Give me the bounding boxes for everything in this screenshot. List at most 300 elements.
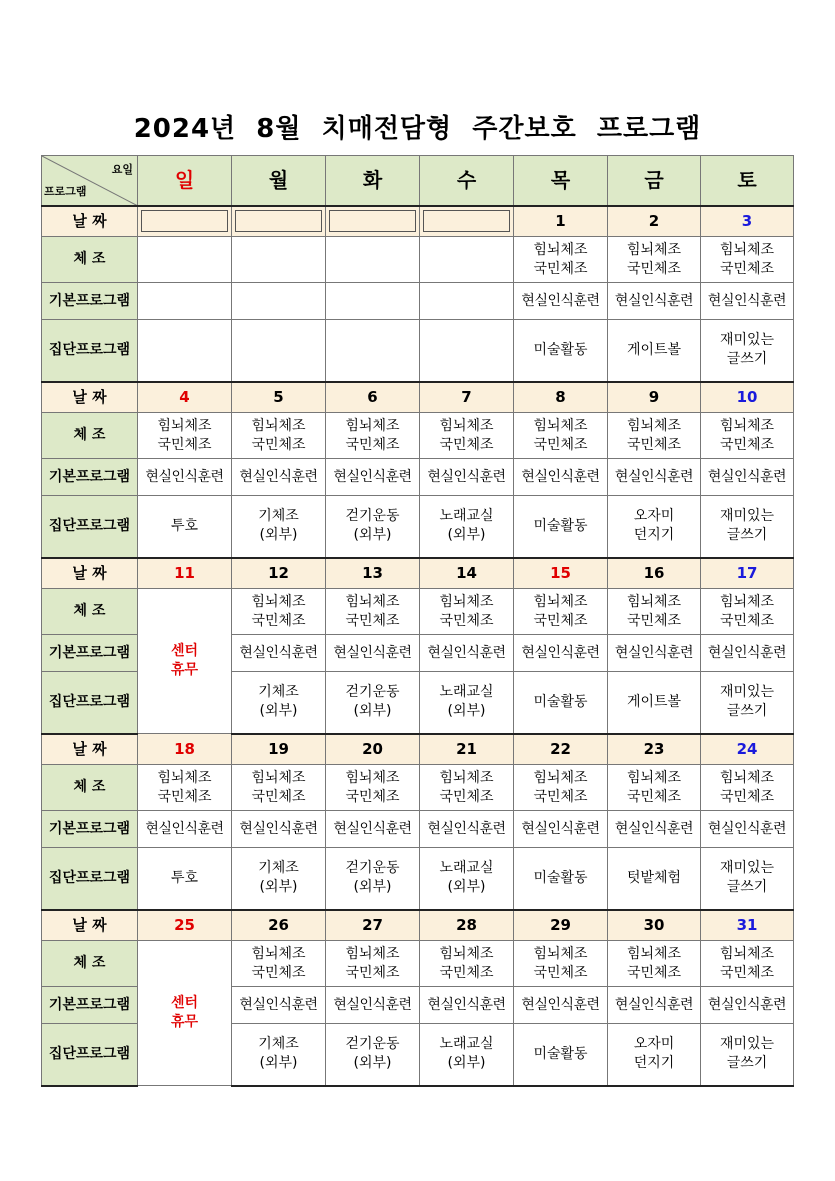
date-number: 21: [456, 740, 477, 759]
date-cell: [608, 734, 701, 765]
date-number: 3: [741, 212, 753, 231]
group-program-row: [42, 496, 794, 558]
group-program-cell: [420, 496, 514, 558]
cell-line: 기체조: [258, 684, 299, 701]
cell-line: 힘뇌체조: [251, 593, 306, 610]
weekday-header-row: [42, 156, 794, 206]
cell-line: 재미있는: [719, 332, 775, 349]
exercise-cell: [138, 237, 232, 283]
exercise-cell: [420, 237, 514, 283]
basic-program-cell: 현실인식훈련: [608, 459, 701, 496]
date-cell: [514, 910, 608, 941]
exercise-cell: [701, 589, 794, 635]
cell-line: 힘뇌체조: [626, 593, 682, 610]
center-closed-cell: [138, 589, 232, 734]
date-cell: [608, 910, 701, 941]
cell-line: 걷기운동: [345, 860, 400, 877]
cell-line: 힘뇌체조: [533, 769, 588, 786]
exercise-row: [42, 589, 794, 635]
basic-program-cell: 현실인식훈련: [514, 811, 608, 848]
date-cell: [420, 206, 514, 237]
cell-line: 힘뇌체조: [439, 417, 494, 434]
exercise-cell: [326, 941, 420, 987]
cell-line: 게이트볼: [626, 693, 682, 710]
date-number: 8: [555, 388, 566, 407]
cell-line: 재미있는: [719, 1036, 775, 1053]
date-number: 31: [736, 916, 758, 935]
group-program-cell: [420, 848, 514, 910]
basic-program-row: [42, 811, 794, 848]
corner-program-label: 프로그램: [44, 184, 87, 198]
exercise-cell: [514, 589, 608, 635]
cell-line: (외부): [447, 1055, 486, 1072]
group-program-cell: [138, 848, 232, 910]
date-cell: [232, 206, 326, 237]
row-label-exercise: 체 조: [42, 237, 138, 283]
weekday-thu: 목: [514, 156, 608, 206]
row-label-basic: 기본프로그램: [42, 987, 138, 1024]
schedule-table: [41, 155, 794, 1087]
exercise-cell: [608, 237, 701, 283]
date-number: 27: [362, 916, 383, 935]
row-label-basic: 기본프로그램: [42, 811, 138, 848]
group-program-cell: [232, 848, 326, 910]
exercise-cell: [701, 765, 794, 811]
cell-line: 국민체조: [251, 436, 306, 453]
cell-line: 노래교실: [439, 860, 494, 877]
date-cell: [232, 382, 326, 413]
date-number: 14: [456, 564, 477, 583]
date-cell: [514, 382, 608, 413]
cell-line: 힘뇌체조: [439, 769, 494, 786]
date-cell: [326, 558, 420, 589]
cell-line: (외부): [353, 703, 392, 720]
row-label-group: 집단프로그램: [42, 320, 138, 382]
cell-line: (외부): [447, 879, 486, 896]
basic-program-cell: 현실인식훈련: [514, 459, 608, 496]
basic-program-cell: 현실인식훈련: [232, 635, 326, 672]
cell-line: 국민체조: [533, 260, 588, 277]
cell-line: (외부): [259, 1055, 298, 1072]
page-title: 2024년 8월 치매전담형 주간보호 프로그램: [133, 114, 702, 144]
exercise-cell: [514, 941, 608, 987]
date-cell: [420, 734, 514, 765]
group-program-cell: [514, 848, 608, 910]
basic-program-cell: 현실인식훈련: [420, 987, 514, 1024]
date-number: 7: [461, 388, 472, 407]
cell-line: 기체조: [258, 508, 299, 525]
cell-line: 힘뇌체조: [439, 945, 494, 962]
date-number: 30: [643, 916, 665, 935]
cell-line: 힘뇌체조: [719, 769, 775, 786]
date-number: 22: [550, 740, 571, 759]
date-cell: [701, 734, 794, 765]
basic-program-cell: 현실인식훈련: [232, 459, 326, 496]
group-program-cell: [608, 848, 701, 910]
date-cell: [608, 382, 701, 413]
date-cell: [420, 910, 514, 941]
basic-program-cell: 현실인식훈련: [420, 811, 514, 848]
cell-line: 힘뇌체조: [345, 769, 400, 786]
group-program-cell: [326, 672, 420, 734]
exercise-cell: [326, 237, 420, 283]
group-program-cell: [701, 320, 794, 382]
cell-line: 국민체조: [626, 964, 682, 981]
date-cell: [326, 206, 420, 237]
weekday-mon: 월: [232, 156, 326, 206]
date-number: 25: [174, 916, 195, 935]
cell-line: (외부): [353, 879, 392, 896]
group-program-cell: [326, 496, 420, 558]
date-cell: [701, 382, 794, 413]
cell-line: (외부): [259, 879, 298, 896]
exercise-cell: [701, 237, 794, 283]
date-number: [235, 210, 322, 232]
exercise-cell: [326, 413, 420, 459]
header-corner: [42, 156, 138, 206]
row-label-exercise: 체 조: [42, 941, 138, 987]
date-cell: [608, 206, 701, 237]
cell-line: 국민체조: [719, 788, 775, 805]
closed-text-1: 센터: [170, 643, 199, 659]
cell-line: 국민체조: [533, 788, 588, 805]
basic-program-cell: 현실인식훈련: [701, 811, 794, 848]
cell-line: 국민체조: [626, 436, 682, 453]
group-program-row: [42, 848, 794, 910]
exercise-cell: [608, 413, 701, 459]
cell-line: (외부): [353, 1055, 392, 1072]
weekday-fri: 금: [608, 156, 701, 206]
cell-line: 힘뇌체조: [626, 945, 682, 962]
exercise-cell: [420, 941, 514, 987]
basic-program-cell: 현실인식훈련: [514, 987, 608, 1024]
exercise-cell: [514, 765, 608, 811]
basic-program-cell: 현실인식훈련: [608, 811, 701, 848]
cell-line: 던지기: [633, 1055, 675, 1072]
date-number: 6: [367, 388, 378, 407]
cell-line: 국민체조: [251, 788, 306, 805]
cell-line: (외부): [353, 527, 392, 544]
cell-line: 국민체조: [439, 436, 494, 453]
cell-line: 힘뇌체조: [719, 945, 775, 962]
date-cell: [701, 558, 794, 589]
date-cell: [326, 910, 420, 941]
date-number: 16: [643, 564, 665, 583]
date-number: 17: [736, 564, 758, 583]
cell-line: 국민체조: [533, 436, 588, 453]
weekday-sun: 일: [138, 156, 232, 206]
date-cell: [138, 382, 232, 413]
cell-line: 재미있는: [719, 860, 775, 877]
group-program-row: [42, 320, 794, 382]
basic-program-cell: [420, 283, 514, 320]
group-program-cell: [232, 1024, 326, 1086]
cell-line: 힘뇌체조: [251, 945, 306, 962]
date-number: [141, 210, 228, 232]
basic-program-cell: 현실인식훈련: [514, 635, 608, 672]
date-number: [329, 210, 416, 232]
group-program-cell: [701, 1024, 794, 1086]
cell-line: 국민체조: [345, 612, 400, 629]
date-number: 4: [179, 388, 190, 407]
date-cell: [138, 734, 232, 765]
cell-line: 노래교실: [439, 1036, 494, 1053]
group-program-cell: [514, 1024, 608, 1086]
row-label-basic: 기본프로그램: [42, 283, 138, 320]
date-row: [42, 206, 794, 237]
cell-line: 국민체조: [719, 436, 775, 453]
cell-line: 글쓰기: [726, 879, 768, 896]
cell-line: 오자미: [633, 508, 675, 525]
date-number: [423, 210, 510, 232]
cell-line: 국민체조: [439, 612, 494, 629]
basic-program-cell: [138, 283, 232, 320]
date-cell: [232, 910, 326, 941]
date-cell: [608, 558, 701, 589]
cell-line: 국민체조: [626, 788, 682, 805]
cell-line: 미술활동: [533, 869, 588, 886]
basic-program-row: [42, 459, 794, 496]
group-program-cell: [326, 320, 420, 382]
group-program-cell: [608, 1024, 701, 1086]
group-program-cell: [138, 496, 232, 558]
group-program-cell: [701, 496, 794, 558]
exercise-cell: [608, 765, 701, 811]
cell-line: 텃밭체험: [626, 869, 682, 886]
date-number: 19: [268, 740, 289, 759]
cell-line: 국민체조: [157, 436, 212, 453]
cell-line: 힘뇌체조: [533, 593, 588, 610]
exercise-cell: [514, 237, 608, 283]
closed-text-1: 센터: [170, 995, 199, 1011]
group-program-cell: [326, 848, 420, 910]
cell-line: (외부): [259, 703, 298, 720]
cell-line: 미술활동: [533, 1045, 588, 1062]
date-cell: [514, 734, 608, 765]
cell-line: 힘뇌체조: [533, 241, 588, 258]
cell-line: 게이트볼: [626, 341, 682, 358]
date-cell: [326, 382, 420, 413]
group-program-cell: [701, 672, 794, 734]
date-number: 13: [362, 564, 383, 583]
cell-line: 국민체조: [626, 612, 682, 629]
cell-line: 기체조: [258, 1036, 299, 1053]
cell-line: 노래교실: [439, 684, 494, 701]
row-label-group: 집단프로그램: [42, 672, 138, 734]
cell-line: 걷기운동: [345, 684, 400, 701]
cell-line: 국민체조: [345, 436, 400, 453]
exercise-cell: [326, 589, 420, 635]
cell-line: 힘뇌체조: [719, 417, 775, 434]
cell-line: 미술활동: [533, 341, 588, 358]
date-number: 2: [648, 212, 660, 231]
cell-line: 글쓰기: [726, 1055, 768, 1072]
basic-program-cell: 현실인식훈련: [701, 635, 794, 672]
center-closed-cell: [138, 941, 232, 1086]
cell-line: 재미있는: [719, 508, 775, 525]
basic-program-cell: 현실인식훈련: [701, 283, 794, 320]
date-cell: [701, 206, 794, 237]
date-number: 5: [273, 388, 284, 407]
cell-line: 글쓰기: [726, 351, 768, 368]
cell-line: (외부): [259, 527, 298, 544]
cell-line: 기체조: [258, 860, 299, 877]
basic-program-cell: 현실인식훈련: [420, 635, 514, 672]
group-program-cell: [514, 672, 608, 734]
weekday-tue: 화: [326, 156, 420, 206]
cell-line: 국민체조: [345, 788, 400, 805]
date-number: 20: [362, 740, 383, 759]
cell-line: 힘뇌체조: [533, 945, 588, 962]
row-label-date: 날 짜: [42, 382, 138, 413]
group-program-cell: [608, 672, 701, 734]
basic-program-cell: 현실인식훈련: [232, 987, 326, 1024]
group-program-cell: [420, 672, 514, 734]
exercise-cell: [608, 589, 701, 635]
cell-line: 미술활동: [533, 517, 588, 534]
basic-program-cell: 현실인식훈련: [326, 635, 420, 672]
basic-program-cell: 현실인식훈련: [608, 987, 701, 1024]
row-label-exercise: 체 조: [42, 589, 138, 635]
cell-line: 국민체조: [345, 964, 400, 981]
closed-text-2: 휴무: [170, 662, 199, 678]
date-cell: [420, 382, 514, 413]
cell-line: (외부): [447, 527, 486, 544]
date-number: 9: [648, 388, 660, 407]
exercise-cell: [326, 765, 420, 811]
cell-line: 국민체조: [626, 260, 682, 277]
date-number: 23: [643, 740, 665, 759]
cell-line: 투호: [170, 517, 199, 534]
date-number: 18: [174, 740, 195, 758]
exercise-cell: [420, 765, 514, 811]
closed-text-2: 휴무: [170, 1014, 199, 1030]
basic-program-cell: 현실인식훈련: [326, 459, 420, 496]
date-number: 24: [736, 740, 758, 759]
exercise-cell: [232, 765, 326, 811]
cell-line: 힘뇌체조: [719, 241, 775, 258]
date-number: 12: [268, 564, 289, 583]
basic-program-cell: 현실인식훈련: [701, 987, 794, 1024]
row-label-date: 날 짜: [42, 910, 138, 941]
basic-program-cell: 현실인식훈련: [326, 987, 420, 1024]
basic-program-cell: 현실인식훈련: [326, 811, 420, 848]
cell-line: 국민체조: [439, 964, 494, 981]
cell-line: 힘뇌체조: [251, 769, 306, 786]
date-cell: [420, 558, 514, 589]
exercise-cell: [232, 413, 326, 459]
exercise-row: [42, 237, 794, 283]
basic-program-cell: 현실인식훈련: [608, 283, 701, 320]
date-cell: [326, 734, 420, 765]
cell-line: 던지기: [633, 527, 675, 544]
corner-weekday-label: 요일: [111, 163, 133, 176]
exercise-cell: [138, 765, 232, 811]
row-label-group: 집단프로그램: [42, 848, 138, 910]
group-program-cell: [420, 320, 514, 382]
date-number: 10: [736, 388, 758, 407]
exercise-cell: [232, 941, 326, 987]
exercise-row: [42, 413, 794, 459]
group-program-cell: [514, 320, 608, 382]
exercise-cell: [608, 941, 701, 987]
basic-program-cell: 현실인식훈련: [232, 811, 326, 848]
cell-line: 국민체조: [157, 788, 212, 805]
group-program-cell: [608, 496, 701, 558]
cell-line: 재미있는: [719, 684, 775, 701]
row-label-basic: 기본프로그램: [42, 635, 138, 672]
exercise-cell: [232, 589, 326, 635]
cell-line: 힘뇌체조: [626, 241, 682, 258]
date-row: [42, 558, 794, 589]
row-label-basic: 기본프로그램: [42, 459, 138, 496]
group-program-cell: [514, 496, 608, 558]
basic-program-cell: 현실인식훈련: [701, 459, 794, 496]
date-row: [42, 910, 794, 941]
row-label-date: 날 짜: [42, 558, 138, 589]
group-program-cell: [232, 320, 326, 382]
group-program-cell: [232, 496, 326, 558]
cell-line: 노래교실: [439, 508, 494, 525]
exercise-cell: [514, 413, 608, 459]
exercise-cell: [420, 589, 514, 635]
weekday-wed: 수: [420, 156, 514, 206]
date-cell: [138, 910, 232, 941]
date-number: 15: [550, 564, 571, 583]
exercise-row: [42, 765, 794, 811]
cell-line: 오자미: [633, 1036, 675, 1053]
group-program-cell: [608, 320, 701, 382]
date-number: 1: [555, 212, 566, 231]
cell-line: (외부): [447, 703, 486, 720]
cell-line: 투호: [170, 869, 199, 886]
cell-line: 국민체조: [533, 964, 588, 981]
row-label-exercise: 체 조: [42, 413, 138, 459]
cell-line: 미술활동: [533, 693, 588, 710]
cell-line: 힘뇌체조: [533, 417, 588, 434]
date-row: [42, 382, 794, 413]
date-number: 11: [174, 564, 195, 583]
cell-line: 힘뇌체조: [345, 417, 400, 434]
date-cell: [232, 734, 326, 765]
group-program-cell: [701, 848, 794, 910]
group-program-cell: [420, 1024, 514, 1086]
cell-line: 국민체조: [251, 612, 306, 629]
cell-line: 힘뇌체조: [157, 769, 212, 786]
cell-line: 힘뇌체조: [626, 417, 682, 434]
basic-program-cell: 현실인식훈련: [138, 811, 232, 848]
group-program-cell: [232, 672, 326, 734]
row-label-group: 집단프로그램: [42, 1024, 138, 1086]
cell-line: 힘뇌체조: [345, 945, 400, 962]
date-number: 26: [268, 916, 289, 935]
row-label-exercise: 체 조: [42, 765, 138, 811]
date-row: [42, 734, 794, 765]
cell-line: 글쓰기: [726, 703, 768, 720]
basic-program-cell: 현실인식훈련: [608, 635, 701, 672]
cell-line: 힘뇌체조: [439, 593, 494, 610]
cell-line: 국민체조: [719, 964, 775, 981]
cell-line: 글쓰기: [726, 527, 768, 544]
exercise-row: [42, 941, 794, 987]
exercise-cell: [420, 413, 514, 459]
basic-program-cell: 현실인식훈련: [138, 459, 232, 496]
basic-program-row: [42, 283, 794, 320]
cell-line: 걷기운동: [345, 1036, 400, 1053]
group-program-cell: [138, 320, 232, 382]
cell-line: 힘뇌체조: [719, 593, 775, 610]
exercise-cell: [232, 237, 326, 283]
